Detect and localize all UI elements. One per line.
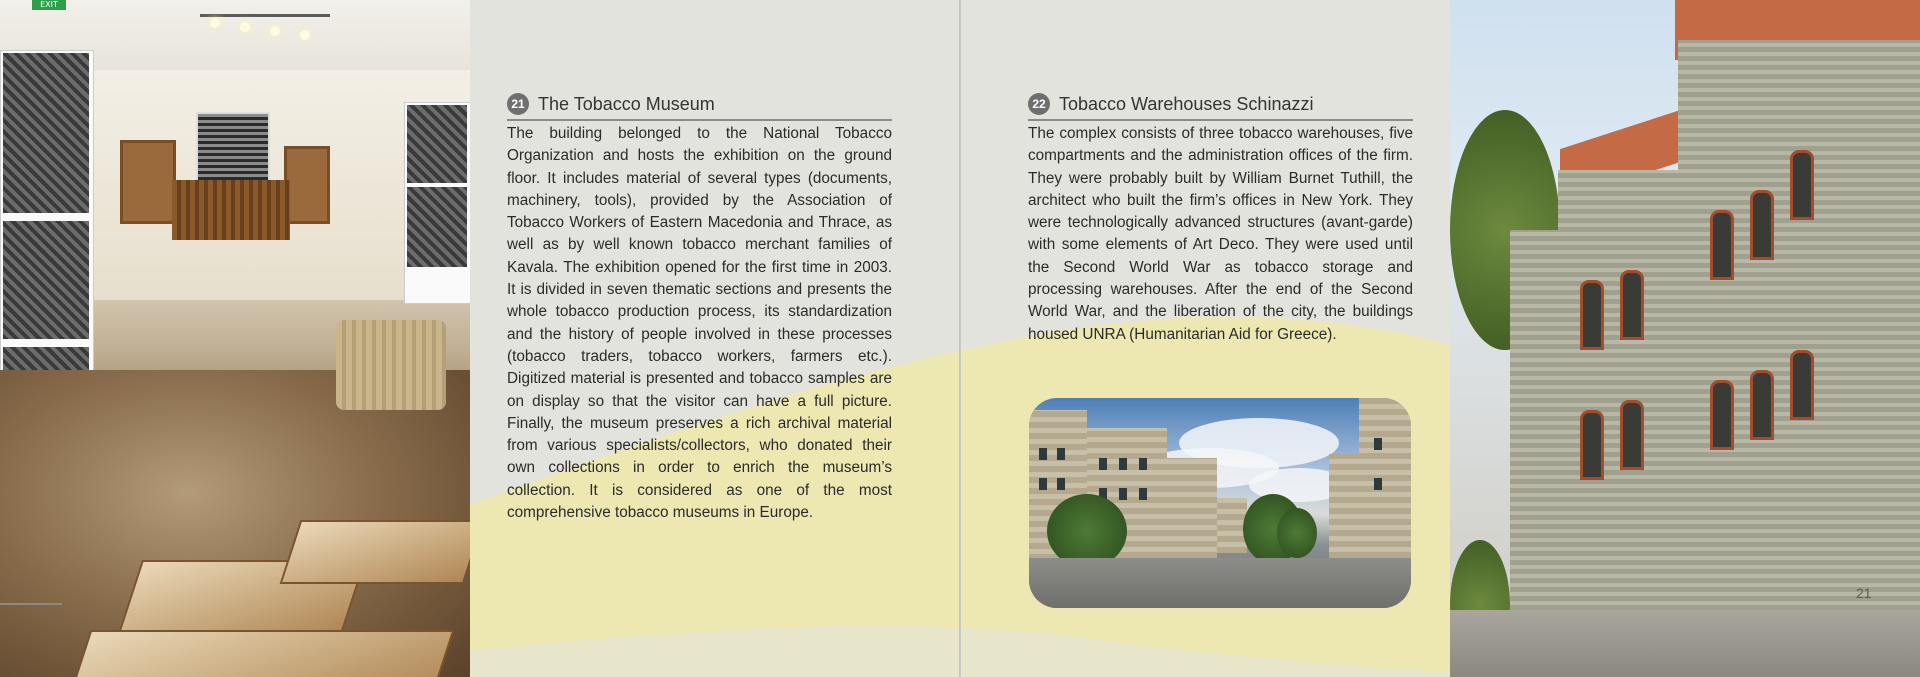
street <box>1450 610 1920 677</box>
warehouse-building <box>1558 170 1690 610</box>
warehouses-courtyard-photo <box>1029 398 1411 608</box>
heading-rule <box>1028 119 1413 121</box>
page-fold <box>959 0 961 677</box>
exit-sign: EXIT <box>32 0 66 10</box>
section-body: The complex consists of three tobacco warehouses, five compartments and the administration offices of the firm. They were probably built by William Burnet Tuthill, the architect who built the firm’s offices in New York. They were technologically advanced structures (avant-garde) with some elements of Art Deco. They were used until the Second World War as tobacco storage and processing warehouses. After the end of the Second World War, and the liberation of the city, the buildings housed UNRA (Humanitarian Aid for Greece). <box>1028 125 1413 343</box>
warehouses-exterior-photo <box>1450 0 1920 677</box>
number-badge-21: 21 <box>507 93 529 115</box>
page-number: 21 <box>1856 585 1872 601</box>
section-heading-21 <box>507 91 715 117</box>
page-edge-marker <box>0 603 62 605</box>
heading-rule <box>507 119 892 121</box>
warehouse-building <box>1678 40 1920 610</box>
number-badge-22: 22 <box>1028 93 1050 115</box>
section-title: Tobacco Warehouses Schinazzi <box>1059 93 1314 114</box>
section-title: The Tobacco Museum <box>538 93 715 114</box>
section-body: The building belonged to the National Tobacco Organization and hosts the exhibition on the ground floor. It includes material of several types (documents, machinery, tools), provided by the Association of Tobacco Workers of Eastern Macedonia and Thrace, as well as by well known tobacco merchant families of Kavala. The exhibition opened for the first time in 2003. It is divided in seven thematic sections and presents the whole tobacco production process, its standardization and the history of people involved in these processes (tobacco traders, tobacco workers, farmers etc.). Digitized material is presented and tobacco samples are on display so that the visitor can have a full picture. Finally, the museum preserves a rich archival material from various specialists/collectors, who donated their own collections in order to enrich the museum’s collection. It is considered as one of the most comprehensive tobacco museums in Europe. <box>507 125 892 522</box>
warehouse-building <box>1510 230 1565 610</box>
section-heading-22 <box>1028 91 1313 117</box>
